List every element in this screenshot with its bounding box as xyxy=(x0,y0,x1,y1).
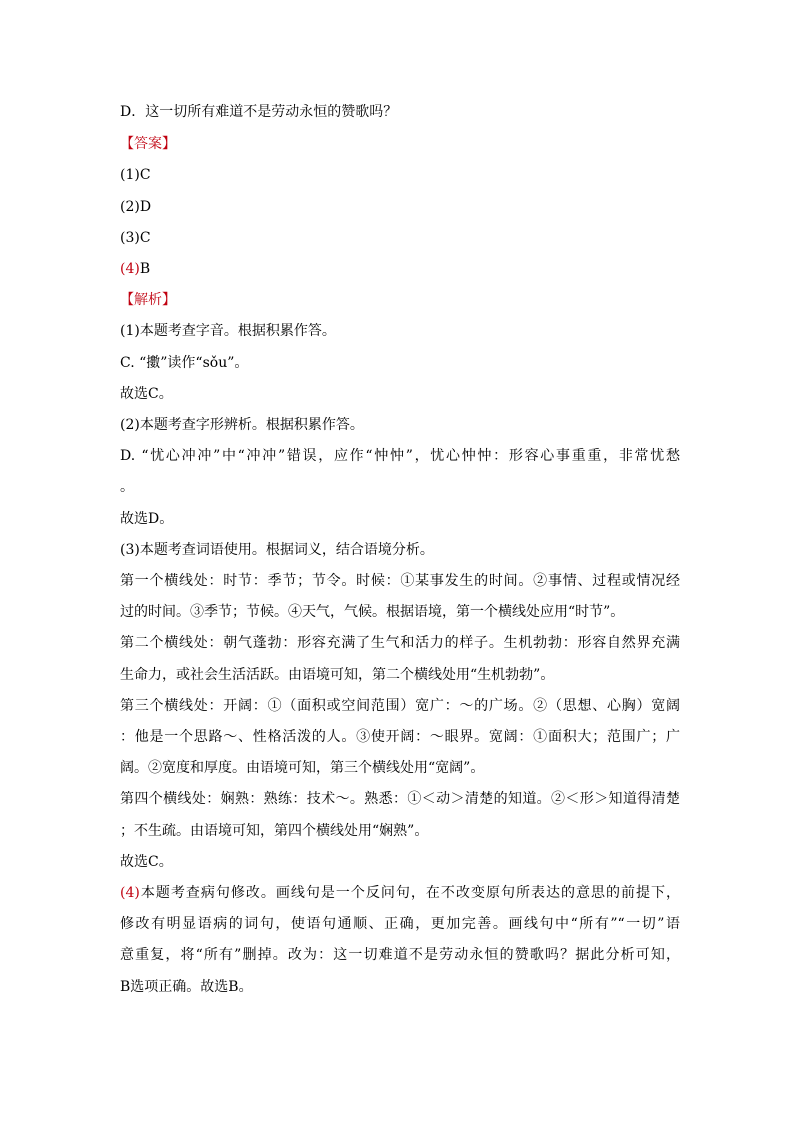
answer-1: (1)C xyxy=(120,167,151,183)
analysis-2-detail-end: 。 xyxy=(120,479,134,495)
analysis-2-intro: (2)本题考查字形辨析。根据积累作答。 xyxy=(120,417,364,433)
analysis-3-choice: 故选C。 xyxy=(120,854,173,870)
analysis-4-detail-a: 修改有明显语病的词句，使语句通顺、正确，更加完善。画线句中“所有”“一切”语 xyxy=(120,916,680,932)
question-option-d: D．这一切所有难道不是劳动永恒的赞歌吗？ xyxy=(120,104,398,120)
analysis-3-blank2-a: 第二个横线处：朝气蓬勃：形容充满了生气和活力的样子。生机勃勃：形容自然界充满 xyxy=(120,635,680,651)
analysis-3-blank3-a: 第三个横线处：开阔：①（面积或空间范围）宽广：～的广场。②（思想、心胸）宽阔 xyxy=(120,698,680,714)
answer-4: (4)B xyxy=(120,261,151,277)
answer-heading: 【答案】 xyxy=(120,136,176,152)
analysis-1-detail: C. “擻”读作“sǒu”。 xyxy=(120,355,249,371)
analysis-3-blank3-c: 阔。②宽度和厚度。由语境可知，第三个横线处用“宽阔”。 xyxy=(120,760,485,776)
analysis-3-blank4-b: ；不生疏。由语境可知，第四个横线处用“娴熟”。 xyxy=(120,823,429,839)
analysis-4-choice: B选项正确。故选B。 xyxy=(120,979,253,995)
analysis-4-intro: (4)本题考查病句修改。画线句是一个反问句，在不改变原句所表达的意思的前提下， xyxy=(120,885,680,901)
analysis-4-detail-b: 意重复，将“所有”删掉。改为：这一切难道不是劳动永恒的赞歌吗？据此分析可知， xyxy=(120,947,680,963)
analysis-3-intro: (3)本题考查词语使用。根据词义，结合语境分析。 xyxy=(120,542,434,558)
analysis-2-choice: 故选D。 xyxy=(120,511,174,527)
analysis-1-intro: (1)本题考查字音。根据积累作答。 xyxy=(120,323,336,339)
answer-2: (2)D xyxy=(120,199,152,215)
answer-3: (3)C xyxy=(120,230,151,246)
analysis-3-blank3-b: ：他是一个思路～、性格活泼的人。③使开阔：～眼界。宽阔：①面积大；范围广；广 xyxy=(120,729,680,745)
analysis-2-detail: D. “忧心冲冲”中“冲冲”错误，应作“忡忡”，忧心忡忡：形容心事重重，非常忧愁 xyxy=(120,448,680,464)
analysis-3-blank2-b: 生命力，或社会生活活跃。由语境可知，第二个横线处用“生机勃勃”。 xyxy=(120,667,555,683)
analysis-1-choice: 故选C。 xyxy=(120,386,173,402)
analysis-3-blank1-a: 第一个横线处：时节：季节；节令。时候：①某事发生的时间。②事情、过程或情况经 xyxy=(120,573,680,589)
analysis-heading: 【解析】 xyxy=(120,292,176,308)
analysis-3-blank1-b: 过的时间。③季节；节候。④天气，气候。根据语境，第一个横线处应用“时节”。 xyxy=(120,604,625,620)
analysis-3-blank4-a: 第四个横线处：娴熟：熟练：技术～。熟悉：①＜动＞清楚的知道。②＜形＞知道得清楚 xyxy=(120,791,680,807)
